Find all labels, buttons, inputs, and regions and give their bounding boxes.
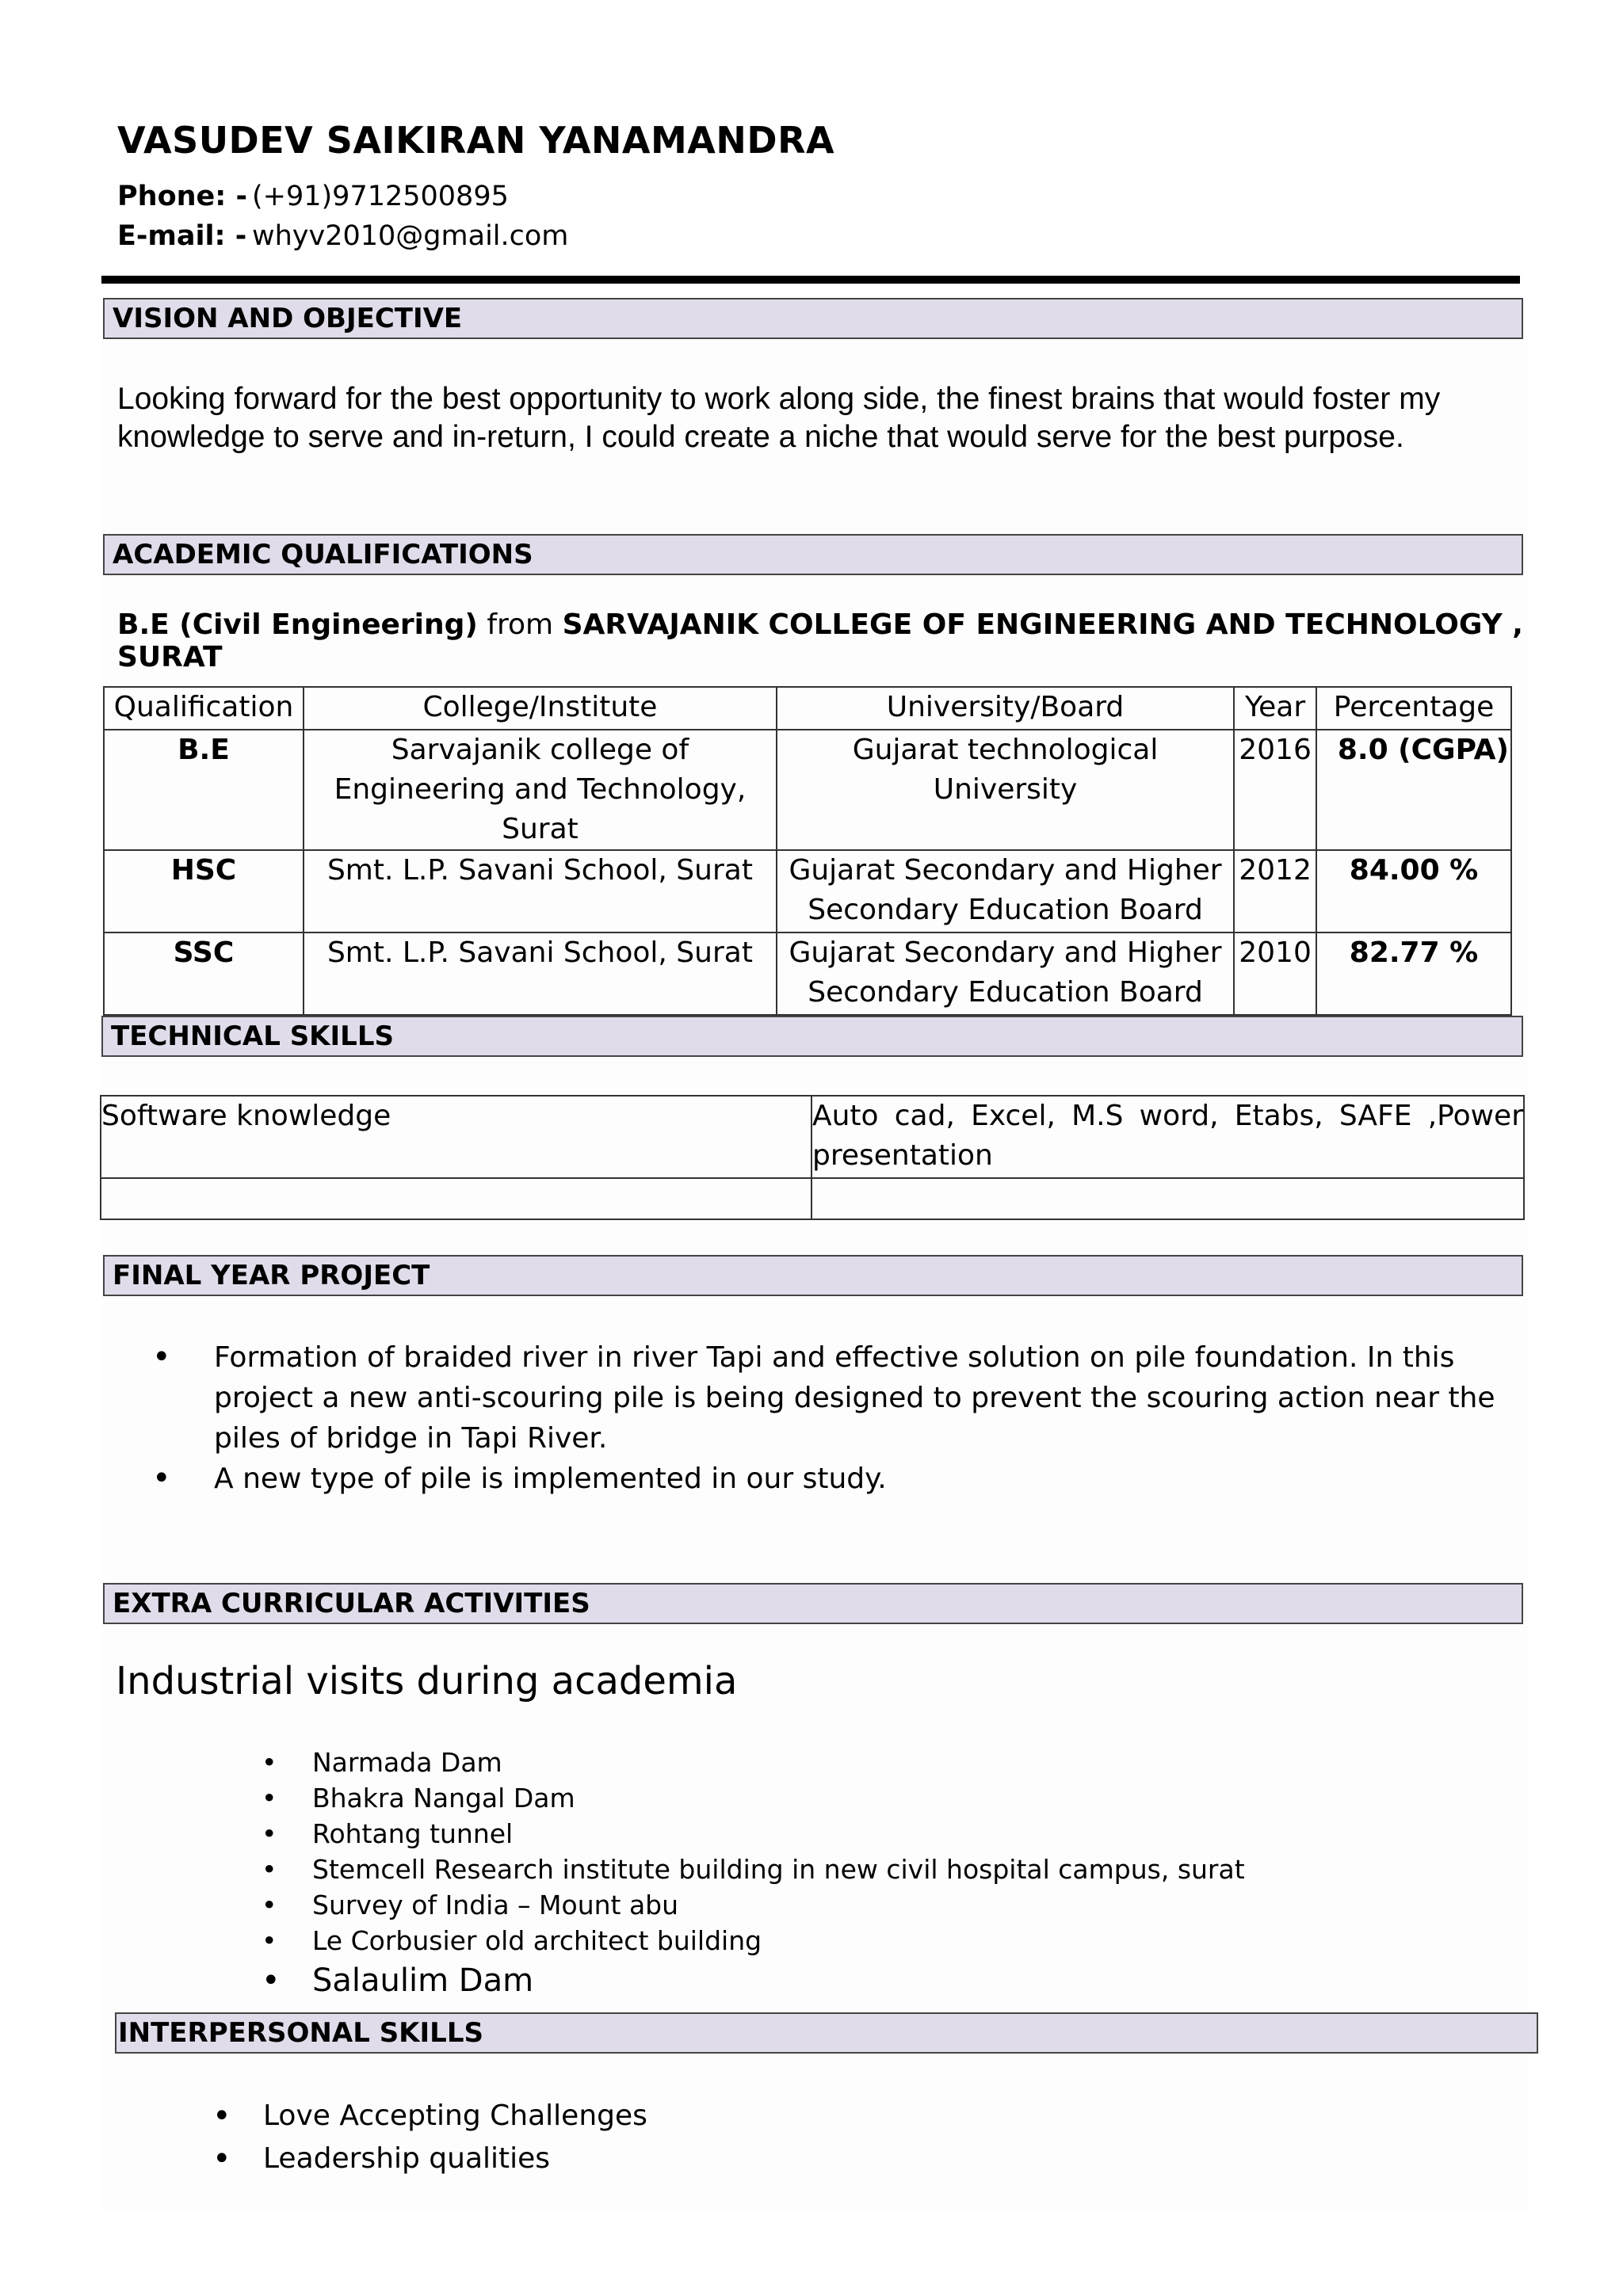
phone-number: (+91)9712500895: [252, 181, 509, 212]
table-row: [101, 1178, 1524, 1219]
university-cell: Gujarat technological University: [777, 730, 1234, 850]
section-final-year-project: FINAL YEAR PROJECT: [103, 1255, 1523, 1296]
phone-line: [117, 181, 509, 212]
section-academic-qualifications: ACADEMIC QUALIFICATIONS: [103, 534, 1523, 575]
candidate-name: VASUDEV SAIKIRAN YANAMANDRA: [117, 119, 835, 162]
section-extra-curricular: EXTRA CURRICULAR ACTIVITIES: [103, 1583, 1523, 1624]
skill-label: Software knowledge: [101, 1096, 812, 1178]
degree-course: B.E (Civil Engineering): [117, 608, 478, 641]
column-header: Qualification: [104, 687, 304, 730]
list-item: • Love Accepting Challenges: [212, 2095, 647, 2138]
institute-cell: Sarvajanik college of Engineering and Technology, Surat: [304, 730, 777, 850]
table-row: [104, 730, 1511, 850]
table-header-row: [104, 687, 1511, 730]
year-cell: 2012: [1234, 850, 1316, 933]
empty-cell: [101, 1178, 812, 1219]
qualification-cell: B.E: [104, 730, 304, 850]
percentage-cell: 8.0 (CGPA): [1316, 730, 1511, 850]
degree-line: [117, 608, 1623, 673]
qualifications-table: [103, 686, 1512, 1016]
section-interpersonal-skills: INTERPERSONAL SKILLS: [115, 2012, 1538, 2054]
skill-value: Auto cad, Excel, M.S word, Etabs, SAFE ,Power presentation: [812, 1096, 1524, 1178]
email-line: [117, 220, 568, 252]
industrial-visits-list: [262, 1745, 1245, 2003]
column-header: Year: [1234, 687, 1316, 730]
qualification-cell: SSC: [104, 933, 304, 1015]
phone-label: Phone: -: [117, 181, 247, 212]
list-item: • Rohtang tunnel: [262, 1816, 1245, 1852]
list-item: • Bhakra Nangal Dam: [262, 1780, 1245, 1816]
qualification-cell: HSC: [104, 850, 304, 933]
university-cell: Gujarat Secondary and Higher Secondary Education Board: [777, 850, 1234, 933]
header-divider: [101, 276, 1520, 284]
list-item: • Le Corbusier old architect building: [262, 1923, 1245, 1958]
university-cell: Gujarat Secondary and Higher Secondary Education Board: [777, 933, 1234, 1015]
percentage-cell: 84.00 %: [1316, 850, 1511, 933]
column-header: Percentage: [1316, 687, 1511, 730]
degree-college: SARVAJANIK COLLEGE OF ENGINEERING AND TECHNOLOGY , SURAT: [117, 608, 1523, 673]
table-row: [104, 850, 1511, 933]
list-item: • Stemcell Research institute building in new civil hospital campus, surat: [262, 1852, 1245, 1887]
technical-skills-table: [100, 1095, 1525, 1220]
list-item: • Salaulim Dam: [262, 1958, 1245, 2003]
degree-connector: from: [487, 608, 554, 641]
empty-cell: [812, 1178, 1524, 1219]
institute-cell: Smt. L.P. Savani School, Surat: [304, 850, 777, 933]
industrial-visits-title: Industrial visits during academia: [116, 1659, 738, 1703]
column-header: College/Institute: [304, 687, 777, 730]
column-header: University/Board: [777, 687, 1234, 730]
email-label: E-mail: -: [117, 220, 247, 252]
interpersonal-list: [212, 2095, 647, 2180]
percentage-cell: 82.77 %: [1316, 933, 1511, 1015]
institute-cell: Smt. L.P. Savani School, Surat: [304, 933, 777, 1015]
objective-text: Looking forward for the best opportunity to work along side, the finest brains that would foster my knowledge to serve and in-return, I could create a niche that would serve for the best purpose.: [117, 382, 1441, 454]
table-row: [101, 1096, 1524, 1178]
list-item: • A new type of pile is implemented in our study.: [152, 1459, 1515, 1499]
project-list: [152, 1337, 1515, 1499]
list-item: • Narmada Dam: [262, 1745, 1245, 1780]
email-address: whyv2010@gmail.com: [252, 220, 569, 252]
list-item: • Leadership qualities: [212, 2138, 647, 2180]
section-vision-objective: VISION AND OBJECTIVE: [103, 298, 1523, 339]
section-technical-skills: TECHNICAL SKILLS: [101, 1016, 1523, 1057]
table-row: [104, 933, 1511, 1015]
year-cell: 2010: [1234, 933, 1316, 1015]
year-cell: 2016: [1234, 730, 1316, 850]
list-item: • Formation of braided river in river Tapi and effective solution on pile foundation. In this project a new anti-scouring pile is being designed to prevent the scouring action near the piles of bridge in Tapi River.: [152, 1337, 1515, 1459]
list-item: • Survey of India – Mount abu: [262, 1887, 1245, 1923]
